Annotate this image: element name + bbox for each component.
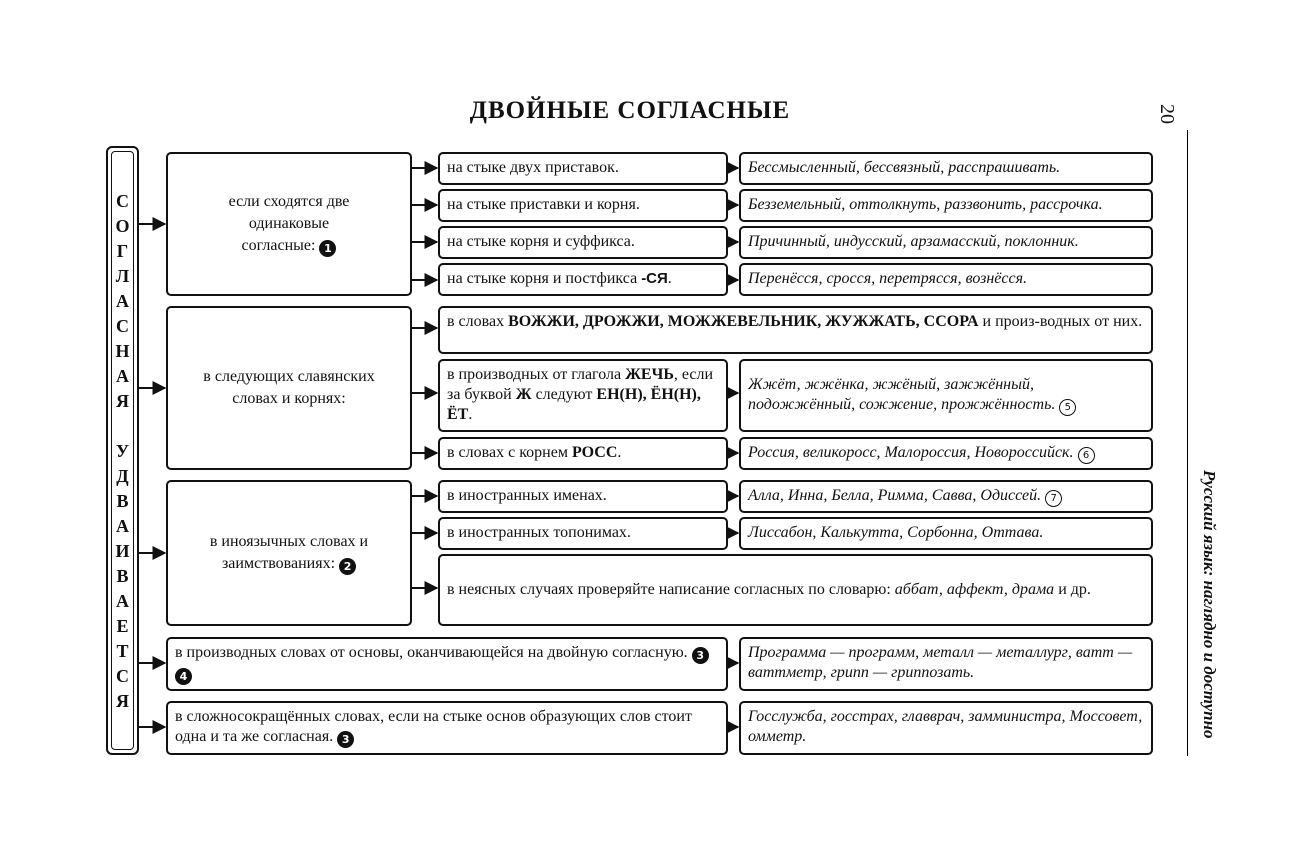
condition-box-compound (166, 701, 728, 755)
keyword-list: ВОЖЖИ, ДРОЖЖИ, МОЖЖЕВЕЛЬНИК, ЖУЖЖАТЬ, ССОРА (508, 313, 979, 330)
example-box (739, 359, 1153, 432)
example-text: Бессмысленный, бессвязный, расспрашивать. (748, 159, 1061, 176)
vertical-letter: У (115, 441, 130, 461)
footnote-marker: 3 (692, 647, 709, 664)
condition-box-wide (438, 554, 1153, 626)
vertical-letter: В (116, 491, 129, 511)
condition-text: следуют (531, 386, 597, 403)
condition-box (438, 152, 728, 185)
condition-text: на стыке двух приставок. (447, 159, 619, 176)
postfix-label: -СЯ (641, 270, 668, 287)
vertical-letter: Н (115, 341, 130, 361)
note-marker: 5 (1059, 399, 1076, 416)
example-text: Госслужба, госстрах, главврач, замминистра, Моссовет, омметр. (748, 708, 1143, 745)
example-box (739, 437, 1153, 470)
vertical-letter: В (116, 566, 129, 586)
vertical-letter: Г (116, 241, 129, 261)
example-words: аббат, аффект, драма (894, 581, 1055, 598)
group-text: если сходятся две одинаковые согласные: (228, 193, 350, 254)
condition-box (438, 189, 728, 222)
footnote-marker: 2 (339, 558, 356, 575)
example-text: Лиссабон, Калькутта, Сорбонна, Оттава. (748, 524, 1044, 541)
vertical-letter: Л (115, 266, 130, 286)
vertical-letter: О (115, 216, 130, 236)
example-box (739, 637, 1153, 691)
vertical-letter: Я (116, 391, 129, 411)
condition-text: в производных словах от основы, оканчивающейся на двойную согласную. (175, 644, 688, 661)
example-text: Причинный, индусский, арзамасский, поклонник. (748, 233, 1079, 250)
group-box-same-consonants (166, 152, 412, 296)
condition-text: на стыке приставки и корня. (447, 196, 640, 213)
group-text: в иноязычных словах и заимствованиях: (209, 533, 369, 572)
condition-text-end: и произ-водных от них. (978, 313, 1143, 330)
vertical-letter: Е (116, 616, 129, 636)
keyword: ЖЕЧЬ (625, 366, 674, 383)
page-number: 20 (1156, 104, 1178, 124)
keyword: РОСС (571, 444, 618, 461)
vertical-letter: А (116, 516, 129, 536)
condition-text: в словах с корнем (447, 444, 572, 461)
example-text: Алла, Инна, Белла, Римма, Савва, Одиссей. (748, 487, 1042, 504)
footnote-marker: 1 (319, 240, 336, 257)
vertical-letter: С (116, 191, 129, 211)
example-text: Программа — программ, металл — металлург, ватт — ваттметр, грипп — гриппозать. (748, 644, 1133, 681)
note-marker: 7 (1045, 490, 1062, 507)
condition-text-end: и др. (1054, 581, 1091, 598)
vertical-letter: А (116, 591, 129, 611)
condition-box (438, 359, 728, 432)
condition-text: в производных от глагола (447, 366, 626, 383)
keyword: ЕН(Н), ЁН(Н), ЁТ (447, 386, 701, 423)
vertical-letter: С (116, 316, 129, 336)
condition-box-wide (438, 306, 1153, 354)
condition-text-end: . (667, 270, 672, 287)
example-box (739, 517, 1153, 550)
group-box-foreign-words (166, 480, 412, 626)
example-box (739, 701, 1153, 755)
keyword: Ж (515, 386, 532, 403)
condition-text: в неясных случаях проверяйте написание согласных по словарю: (447, 581, 895, 598)
vertical-letter: Д (116, 466, 129, 486)
condition-text: в сложносокращённых словах, если на стыке основ образующих слов стоит одна и та же согласная. (175, 708, 692, 745)
footnote-marker: 4 (175, 668, 192, 685)
condition-box (438, 517, 728, 550)
example-box (739, 263, 1153, 296)
group-text: в следующих славянских словах и корнях: (203, 368, 375, 407)
condition-box (438, 437, 728, 470)
example-text: Перенёсся, сросся, перетрясся, вознёсся. (748, 270, 1028, 287)
condition-text: в иностранных топонимах. (447, 524, 631, 541)
vertical-letter: И (115, 541, 130, 561)
condition-text: в иностранных именах. (447, 487, 607, 504)
condition-text: в словах (447, 313, 509, 330)
condition-text-end: . (468, 406, 473, 423)
condition-box (438, 226, 728, 259)
condition-text: на стыке корня и суффикса. (447, 233, 635, 250)
vertical-letter: Я (116, 691, 129, 711)
example-box (739, 480, 1153, 513)
group-box-slavic-words (166, 306, 412, 470)
vertical-letter: Т (116, 641, 129, 661)
page-title: ДВОЙНЫЕ СОГЛАСНЫЕ (469, 97, 791, 124)
running-book-title: Русский язык: наглядно и доступно (1200, 470, 1219, 739)
condition-text: , если за буквой (447, 366, 714, 403)
condition-text: на стыке корня и постфикса (447, 270, 642, 287)
note-marker: 6 (1078, 447, 1095, 464)
condition-box-derived (166, 637, 728, 691)
example-text: Россия, великоросс, Малороссия, Новороссийск. (748, 444, 1074, 461)
example-text: Жжёт, жжёнка, жжёный, зажжённый, подожжённый, сожжение, прожжённость. (748, 376, 1056, 413)
condition-text-end: . (617, 444, 622, 461)
example-box (739, 152, 1153, 185)
footnote-marker: 3 (337, 731, 354, 748)
example-box (739, 189, 1153, 222)
example-box (739, 226, 1153, 259)
vertical-letter: А (116, 366, 129, 386)
condition-box (438, 480, 728, 513)
condition-box (438, 263, 728, 296)
example-text: Безземельный, оттолкнуть, раззвонить, рассрочка. (748, 196, 1103, 213)
vertical-letter: А (116, 291, 129, 311)
vertical-letter: С (116, 666, 129, 686)
vertical-label-box (106, 146, 139, 755)
